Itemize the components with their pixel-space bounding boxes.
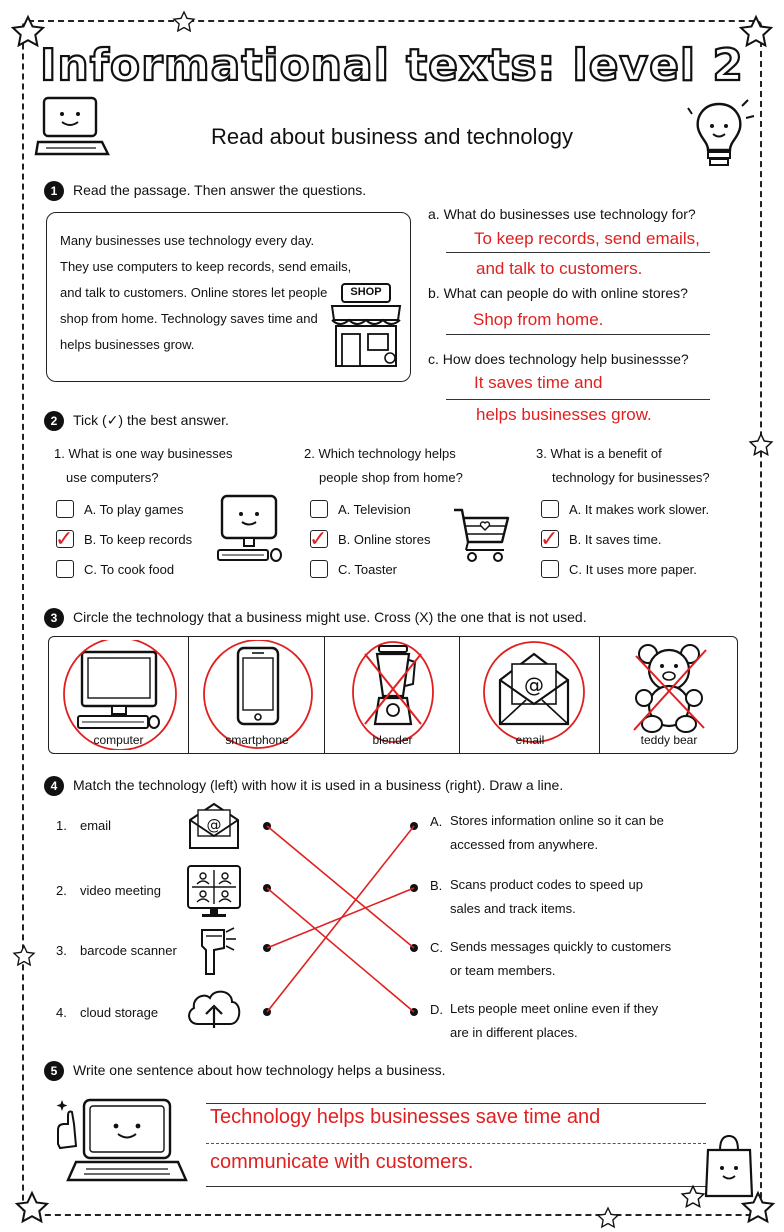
picture-label: smartphone (225, 733, 289, 747)
question-line: 1. What is one way businesses (54, 446, 233, 461)
match-line (267, 826, 414, 1012)
answer-a-line2: and talk to customers. (476, 259, 643, 278)
picture-label: blender (372, 733, 413, 747)
match-left-label: cloud storage (80, 1005, 159, 1020)
section-2-instruction: Tick (✓) the best answer. (73, 412, 229, 428)
match-letter: D. (430, 1002, 443, 1017)
svg-text:@: @ (524, 673, 544, 697)
written-answer-line2: communicate with customers. (210, 1151, 474, 1173)
question-line: 3. What is a benefit of (536, 446, 662, 461)
section-1-instruction: Read the passage. Then answer the questions. (73, 182, 367, 198)
passage-line: shop from home. Technology saves time and (60, 311, 318, 326)
match-number: 1. (56, 818, 67, 833)
match-number: 2. (56, 883, 67, 898)
match-line-text: are in different places. (450, 1025, 578, 1040)
writing-line (206, 1186, 706, 1187)
shop-sign: SHOP (350, 286, 382, 298)
picture-label: email (515, 733, 545, 747)
tick-mark: ✓ (309, 526, 328, 551)
option-label: B. It saves time. (569, 532, 662, 547)
question-a: a. What do businesses use technology for? (428, 206, 696, 222)
match-number: 4. (56, 1005, 67, 1020)
match-letter: B. (430, 878, 443, 893)
option-label: C. Toaster (338, 562, 398, 577)
question-line: 2. Which technology helps (304, 446, 456, 461)
answer-a-line1: To keep records, send emails, (474, 229, 700, 248)
match-right-text (450, 935, 671, 983)
answer-b: Shop from home. (473, 310, 604, 329)
match-letter: A. (430, 814, 443, 829)
answer-c-line1: It saves time and (474, 373, 603, 392)
option-label: B. Online stores (338, 532, 431, 547)
section-number: 5 (44, 1061, 64, 1081)
laptop-thumbs-up-icon (50, 1094, 190, 1190)
match-line-text: or team members. (450, 963, 556, 978)
match-line (267, 826, 414, 948)
question-line: technology for businesses? (552, 470, 710, 485)
match-line-text: Lets people meet online even if they (450, 1001, 659, 1016)
match-letter: C. (430, 940, 443, 955)
match-line-text: Sends messages quickly to customers (450, 939, 672, 954)
star-icon (680, 1184, 706, 1210)
match-line (267, 888, 414, 1012)
match-line-text: Scans product codes to speed up (450, 877, 643, 892)
writing-line (206, 1103, 706, 1104)
tick-mark: ✓ (55, 526, 74, 551)
picture-label: teddy bear (640, 733, 698, 747)
question-c: c. How does technology help businessse? (428, 351, 689, 367)
passage-line: helps businesses grow. (60, 337, 195, 352)
match-left-label: video meeting (80, 883, 161, 898)
svg-text:@: @ (206, 816, 222, 834)
match-left-label: barcode scanner (80, 943, 177, 958)
answer-c-line2: helps businesses grow. (476, 405, 652, 424)
tick-mark: ✓ (540, 526, 559, 551)
option-label: B. To keep records (84, 532, 193, 547)
section-3-instruction: Circle the technology that a business might use. Cross (X) the one that is not used. (73, 609, 587, 625)
picture-label: computer (93, 733, 144, 747)
section-4-instruction: Match the technology (left) with how it is used in a business (right). Draw a line. (73, 777, 564, 793)
page-subtitle: Read about business and technology (210, 124, 574, 149)
shopping-bag-icon (702, 1132, 756, 1202)
passage-line: They use computers to keep records, send emails, (60, 259, 352, 274)
question-line: use computers? (66, 470, 159, 485)
match-right-text (450, 809, 664, 857)
section-number: 1 (44, 181, 64, 201)
section-number: 4 (44, 776, 64, 796)
option-label: A. Television (338, 502, 411, 517)
section-number: 3 (44, 608, 64, 628)
passage-line: Many businesses use technology every day. (60, 233, 315, 248)
match-line-text: accessed from anywhere. (450, 837, 599, 852)
option-label: C. It uses more paper. (569, 562, 697, 577)
question-b: b. What can people do with online stores? (428, 285, 688, 301)
match-line-text: Stores information online so it can be (450, 813, 664, 828)
match-line-text: sales and track items. (450, 901, 576, 916)
match-right-text (450, 873, 643, 921)
page-title: Informational texts: level 2 (40, 40, 744, 91)
match-right-text (450, 997, 658, 1045)
writing-guide-line (206, 1143, 706, 1144)
option-label: A. It makes work slower. (569, 502, 710, 517)
match-number: 3. (56, 943, 67, 958)
option-label: C. To cook food (84, 562, 175, 577)
written-answer-line1: Technology helps businesses save time and (210, 1106, 601, 1128)
option-label: A. To play games (84, 502, 184, 517)
section-5-instruction: Write one sentence about how technology helps a business. (73, 1062, 446, 1078)
match-left-label: email (80, 818, 112, 833)
question-line: people shop from home? (319, 470, 463, 485)
passage-line: and talk to customers. Online stores let people (60, 285, 328, 300)
section-number: 2 (44, 411, 64, 431)
